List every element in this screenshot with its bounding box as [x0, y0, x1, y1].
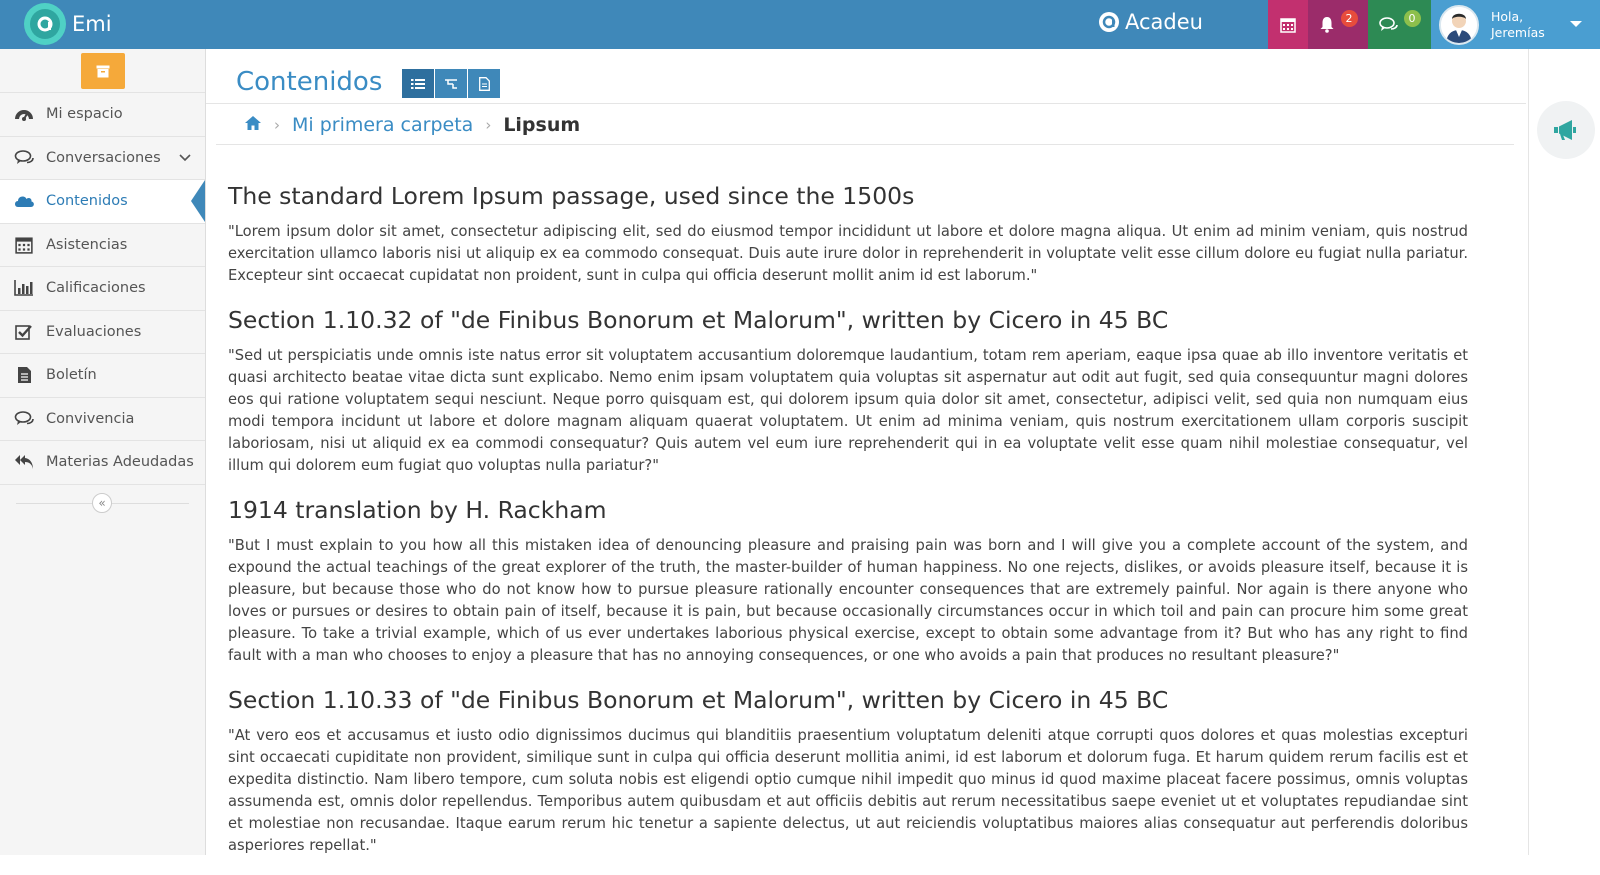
user-name: Jeremías — [1491, 24, 1545, 40]
reply-all-icon — [13, 451, 35, 473]
chat-icon — [13, 147, 35, 169]
document-icon — [13, 364, 35, 386]
document-icon — [479, 77, 490, 91]
chat-icon — [1379, 17, 1398, 33]
notifications-badge: 2 — [1341, 10, 1358, 27]
breadcrumb — [216, 105, 1514, 145]
sidebar-item-label: Conversaciones — [46, 149, 161, 166]
main-content — [206, 49, 1526, 855]
org-logo — [1098, 10, 1203, 34]
sidebar — [0, 49, 206, 855]
section-heading: 1914 translation by H. Rackham — [228, 496, 607, 524]
messages-button[interactable] — [1368, 0, 1431, 49]
sidebar-item-label: Materias Adeudadas — [46, 454, 194, 471]
view-toggle — [402, 69, 501, 98]
dashboard-icon — [13, 103, 35, 125]
right-rail — [1528, 49, 1600, 855]
section-heading: The standard Lorem Ipsum passage, used since the 1500s — [228, 182, 915, 210]
sidebar-item-asistencias[interactable] — [0, 224, 205, 268]
caret-down-icon — [1570, 21, 1582, 27]
sidebar-item-label: Boletín — [46, 367, 97, 384]
chevron-down-icon[interactable] — [179, 150, 191, 166]
sidebar-item-label: Convivencia — [46, 410, 135, 427]
section-paragraph: "Lorem ipsum dolor sit amet, consectetur adipiscing elit, sed do eiusmod tempor incididunt ut labore et dolore magna aliqua. Ut enim ad minim veniam, quis nostrud exercitation ullamco laboris nisi ut aliquip ex ea commodo consequat. Duis aute irure dolor in reprehenderit in voluptate velit esse cillum dolore eu fugiat nulla pariatur. Excepteur sint occaecat cupidatat non proident, sunt in culpa qui officia deserunt mollit anim id est laborum." — [228, 223, 1468, 284]
breadcrumb-separator: › — [485, 115, 492, 134]
announcements-button[interactable] — [1537, 101, 1595, 159]
notifications-button[interactable] — [1308, 0, 1368, 49]
megaphone-icon — [1552, 118, 1580, 142]
top-bar — [0, 0, 1600, 49]
list-icon — [411, 78, 425, 90]
sidebar-item-conversaciones[interactable] — [0, 137, 205, 181]
sidebar-item-evaluaciones[interactable] — [0, 311, 205, 355]
bar-chart-icon — [13, 277, 35, 299]
collapse-sidebar-button[interactable]: « — [92, 493, 112, 513]
section-paragraph: "But I must explain to you how all this mistaken idea of denouncing pleasure and praising pain was born and I will give you a complete account of the system, and expound the actual teachings of the great explorer of the truth, the master-builder of human happiness. No one rejects, dislikes, or avoids pleasure itself, because it is pleasure, but because those who do not know how to pursue pleasure rationally encounter consequences that are extremely painful. Nor again is there anyone who loves or pursues or desires to obtain pain of itself, because it is pain, but because occasionally circumstances occur in which toil and pain can procure him some great pleasure. To take a trivial example, which of us ever undertakes laborious physical exercise, except to obtain some advantage from it? But who has any right to find fault with a man who chooses to enjoy a pleasure that has no annoying consequences, or one who avoids a pain that produces no resultant pleasure?" — [228, 537, 1468, 664]
section-heading: Section 1.10.33 of "de Finibus Bonorum et Malorum", written by Cicero in 45 BC — [228, 686, 1169, 714]
sidebar-item-label: Evaluaciones — [46, 323, 142, 340]
breadcrumb-folder-link[interactable]: Mi primera carpeta — [292, 113, 474, 136]
tree-view-button[interactable] — [435, 69, 468, 98]
calendar-icon — [1280, 17, 1296, 33]
user-menu[interactable] — [1431, 0, 1600, 49]
sidebar-item-label: Asistencias — [46, 236, 128, 253]
sidebar-item-label: Contenidos — [46, 193, 128, 210]
app-name: Emi — [72, 12, 112, 36]
page-header — [206, 49, 1526, 104]
sidebar-item-label: Calificaciones — [46, 280, 146, 297]
user-greeting-block — [1491, 9, 1545, 41]
sidebar-item-convivencia[interactable] — [0, 398, 205, 442]
org-logo-icon — [1098, 11, 1120, 33]
org-name: Acadeu — [1125, 10, 1203, 34]
app-logo-icon — [24, 3, 66, 45]
section-heading: Section 1.10.32 of "de Finibus Bonorum et Malorum", written by Cicero in 45 BC — [228, 306, 1169, 334]
list-view-button[interactable] — [402, 69, 435, 98]
checkbox-icon — [13, 321, 35, 343]
section-paragraph: "Sed ut perspiciatis unde omnis iste natus error sit voluptatem accusantium doloremque laudantium, totam rem aperiam, eaque ipsa quae ab illo inventore veritatis et quasi architecto beatae vitae dicta sunt explicabo. Nemo enim ipsam voluptatem quia voluptas sit aspernatur aut odit aut fugit, sed quia consequuntur magni dolores eos qui ratione voluptatem sequi nesciunt. Neque porro quisquam est, qui dolorem ipsum quia dolor sit amet, consectetur, adipisci velit, sed quia non numquam eius modi tempora incidunt ut labore et dolore magnam aliquam quaerat voluptatem. Ut enim ad minima veniam, quis nostrum exercitationem ullam corporis suscipit laboriosam, nisi ut aliquid ex ea commodi consequatur? Quis autem vel eum iure reprehenderit qui in ea voluptate velit esse quam nihil molestiae consequatur, vel illum qui dolorem eum fugiat quo voluptas nulla pariatur?" — [228, 347, 1468, 474]
section-paragraph: "At vero eos et accusamus et iusto odio dignissimos ducimus qui blanditiis praesentium voluptatum deleniti atque corrupti quos dolores et quas molestias excepturi sint occaecati cupiditate non provident, similique sunt in culpa qui officia deserunt mollitia animi, id est laborum et dolorum fuga. Et harum quidem rerum facilis est et expedita distinctio. Nam libero tempore, cum soluta nobis est eligendi optio cumque nihil impedit quo minus id quod maxime placeat facere possimus, omnis voluptas assumenda est, omnis dolor repellendus. Temporibus autem quibusdam et aut officiis debitis aut rerum necessitatibus saepe eveniet ut et voluptates repudiandae sint et molestiae non recusandae. Itaque earum rerum hic tenetur a sapiente delectus, ut aut reiciendis voluptatibus maiores alias consequatur aut perferendis doloribus asperiores repellat." — [228, 727, 1468, 854]
document-view-button[interactable] — [468, 69, 501, 98]
avatar — [1439, 5, 1479, 45]
user-greeting: Hola, — [1491, 8, 1524, 24]
cloud-icon — [13, 190, 35, 212]
archive-icon — [96, 65, 110, 78]
sidebar-collapse — [0, 485, 205, 521]
sidebar-item-materias-adeudadas[interactable] — [0, 441, 205, 485]
breadcrumb-current: Lipsum — [503, 113, 581, 136]
tree-icon — [444, 78, 458, 90]
home-icon[interactable] — [244, 114, 262, 136]
chat-icon — [13, 408, 35, 430]
messages-badge: 0 — [1404, 10, 1421, 27]
sidebar-header — [0, 49, 205, 93]
sidebar-item-label: Mi espacio — [46, 106, 123, 123]
document-content — [228, 181, 1468, 875]
breadcrumb-separator: › — [274, 115, 280, 134]
sidebar-item-mi-espacio[interactable] — [0, 93, 205, 137]
archive-button[interactable] — [81, 53, 125, 89]
page-title: Contenidos — [236, 67, 383, 97]
sidebar-item-contenidos[interactable] — [0, 180, 205, 224]
app-brand[interactable] — [24, 4, 112, 44]
sidebar-item-boletin[interactable] — [0, 354, 205, 398]
calendar-button[interactable] — [1268, 0, 1308, 49]
calendar-icon — [13, 234, 35, 256]
bell-icon — [1319, 16, 1335, 33]
sidebar-item-calificaciones[interactable] — [0, 267, 205, 311]
